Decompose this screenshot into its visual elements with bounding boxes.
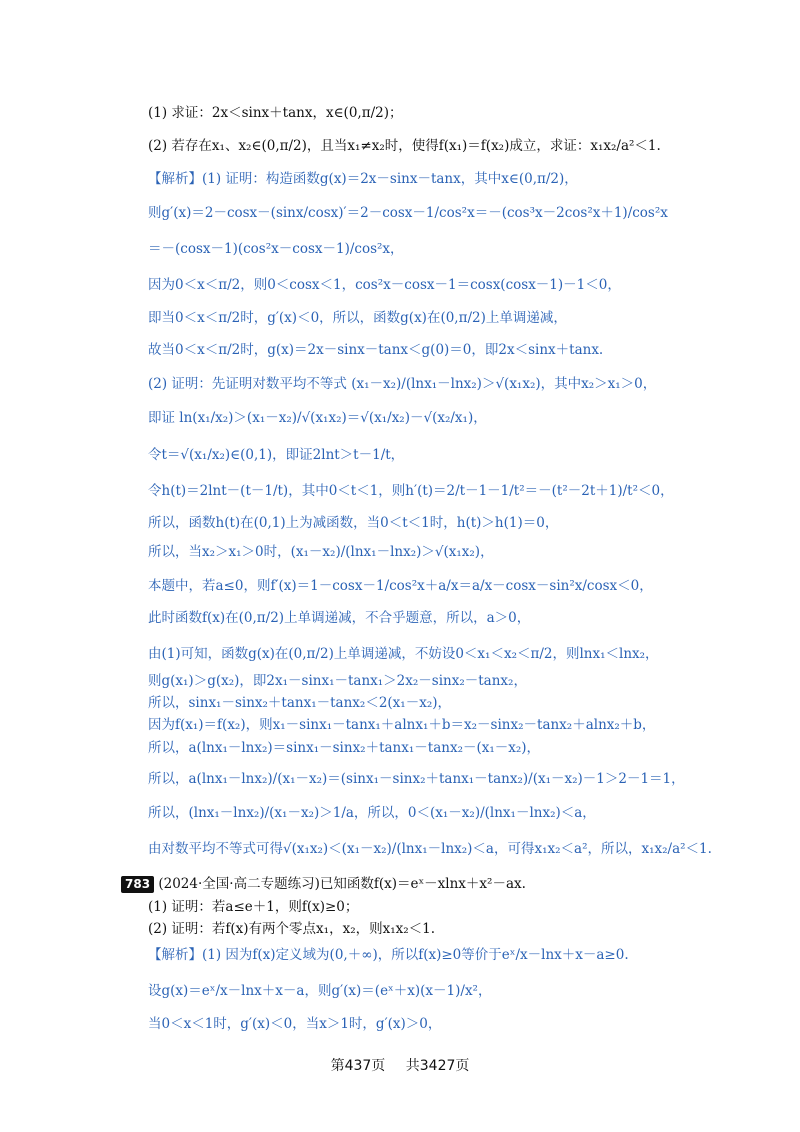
solution-line-7: (2) 证明：先证明对数平均不等式 (x₁－x₂)/(lnx₁－lnx₂)＞√(x₁x₂)，其中x₂＞x₁＞0，	[148, 376, 657, 392]
solution-line-12: 所以，当x₂＞x₁＞0时，(x₁－x₂)/(lnx₁－lnx₂)＞√(x₁x₂)，	[148, 544, 494, 560]
solution-line-11: 所以，函数h(t)在(0,1)上为减函数，当0＜t＜1时，h(t)＞h(1)＝0，	[148, 515, 559, 531]
solution-line-13: 本题中，若a≤0，则f′(x)＝1－cosx－1/cos²x＋a/x＝a/x－cosx－sin²x/cosx＜0，	[148, 578, 653, 594]
solution-line-18: 因为f(x₁)＝f(x₂)，则x₁－sinx₁－tanx₁＋alnx₁＋b＝x₂－sinx₂－tanx₂＋alnx₂＋b，	[148, 717, 656, 733]
solution-line-9: 令t＝√(x₁/x₂)∈(0,1)，即证2lnt＞t－1/t，	[148, 447, 405, 463]
solution-line-19: 所以，a(lnx₁－lnx₂)＝sinx₁－sinx₂＋tanx₁－tanx₂－(x₁－x₂)，	[148, 740, 541, 756]
solution-line-3: ＝－(cosx－1)(cos²x－cosx－1)/cos²x，	[148, 241, 404, 257]
solution-line-1: 【解析】(1) 证明：构造函数g(x)＝2x－sinx－tanx，其中x∈(0,π/2)，	[148, 171, 578, 187]
page-number: 第437页	[330, 1058, 386, 1074]
solution-783-line-1: 【解析】(1) 因为f(x)定义域为(0,＋∞)，所以f(x)≥0等价于eˣ/x－lnx＋x－a≥0.	[148, 947, 629, 963]
solution-line-20: 所以，a(lnx₁－lnx₂)/(x₁－x₂)＝(sinx₁－sinx₂＋tanx₁－tanx₂)/(x₁－x₂)－1＞2－1＝1，	[148, 771, 685, 787]
problem-783-stem: 783 (2024·全国·高二专题练习)已知函数f(x)＝eˣ－xlnx＋x²－ax.	[121, 875, 526, 893]
solution-label: 【解析】	[148, 171, 202, 187]
solution-line-14: 此时函数f(x)在(0,π/2)上单调递减，不合乎题意，所以，a＞0，	[148, 610, 531, 626]
solution-line-2: 则g′(x)＝2－cosx－(sinx/cosx)′＝2－cosx－1/cos²x＝－(cos³x－2cos²x＋1)/cos²x	[148, 205, 668, 221]
solution-783-label: 【解析】	[148, 947, 202, 963]
solution-line-15: 由(1)可知，函数g(x)在(0,π/2)上单调递减，不妨设0＜x₁＜x₂＜π/2，则lnx₁＜lnx₂，	[148, 646, 659, 662]
problem-783-part-1: (1) 证明：若a≤e＋1，则f(x)≥0；	[148, 899, 359, 915]
problem-783-part-2: (2) 证明：若f(x)有两个零点x₁，x₂，则x₁x₂＜1.	[148, 921, 436, 937]
solution-line-21: 所以，(lnx₁－lnx₂)/(x₁－x₂)＞1/a，所以，0＜(x₁－x₂)/(lnx₁－lnx₂)＜a，	[148, 805, 596, 821]
page-total: 共3427页	[405, 1058, 470, 1074]
solution-line-10: 令h(t)＝2lnt－(t－1/t)，其中0＜t＜1，则h′(t)＝2/t－1－1/t²＝－(t²－2t＋1)/t²＜0，	[148, 483, 674, 499]
solution-line-16: 则g(x₁)＞g(x₂)，即2x₁－sinx₁－tanx₁＞2x₂－sinx₂－tanx₂，	[148, 673, 527, 689]
solution-line-17: 所以，sinx₁－sinx₂＋tanx₁－tanx₂＜2(x₁－x₂)，	[148, 695, 451, 711]
solution-line-8: 即证 ln(x₁/x₂)＞(x₁－x₂)/√(x₁x₂)＝√(x₁/x₂)－√(x₂/x₁)，	[148, 410, 487, 426]
solution-783-line-2: 设g(x)＝eˣ/x－lnx＋x－a，则g′(x)＝(eˣ＋x)(x－1)/x²，	[148, 983, 492, 999]
solution-783-line-3: 当0＜x＜1时，g′(x)＜0，当x＞1时，g′(x)＞0，	[148, 1016, 442, 1032]
solution-line-6: 故当0＜x＜π/2时，g(x)＝2x－sinx－tanx＜g(0)＝0，即2x＜sinx＋tanx.	[148, 342, 604, 358]
solution-line-5: 即当0＜x＜π/2时，g′(x)＜0，所以，函数g(x)在(0,π/2)上单调递减，	[148, 310, 567, 326]
solution-line-22: 由对数平均不等式可得√(x₁x₂)＜(x₁－x₂)/(lnx₁－lnx₂)＜a，可得x₁x₂＜a²，所以，x₁x₂/a²＜1.	[148, 841, 712, 857]
problem-part-2: (2) 若存在x₁、x₂∈(0,π/2)，且当x₁≠x₂时，使得f(x₁)＝f(x₂)成立，求证：x₁x₂/a²＜1.	[148, 138, 661, 154]
solution-line-4: 因为0＜x＜π/2，则0＜cosx＜1，cos²x－cosx－1＝cosx(cosx－1)－1＜0，	[148, 277, 621, 293]
page-footer	[0, 1055, 800, 1075]
problem-part-1: (1) 求证：2x＜sinx＋tanx，x∈(0,π/2)；	[148, 105, 403, 121]
problem-number-badge: 783	[121, 876, 154, 893]
